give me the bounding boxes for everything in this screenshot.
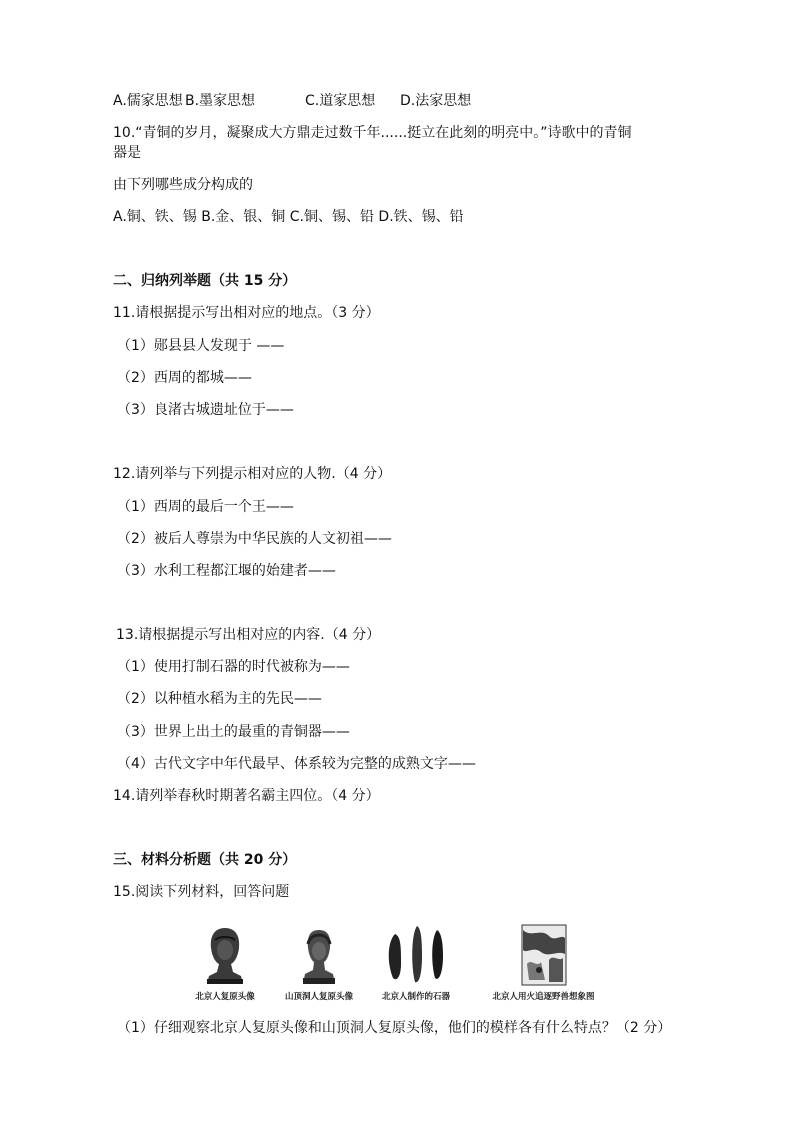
caption-upper-cave-man-bust: 山顶洞人复原头像 (284, 992, 353, 1002)
q9-option-d: D.法家思想 (400, 93, 472, 109)
q10-stem-line3: 由下列哪些成分构成的 (113, 177, 253, 193)
section2-title: 二、归纳列举题（共 15 分） (113, 273, 297, 289)
q9-option-a: A.儒家思想 (113, 93, 183, 109)
q15-sub-question-1: （1）仔细观察北京人复原头像和山顶洞人复原头像，他们的模样各有什么特点？（2 分） (117, 1020, 672, 1036)
q9-option-b: B.墨家思想 (185, 93, 256, 109)
q10-stem-line1: 10.“青铜的岁月，凝聚成大方鼎走过数千年......挺立在此刻的明亮中。”诗歌中的青铜 (113, 125, 632, 141)
q13-item-1: （1）使用打制石器的时代被称为—— (117, 659, 350, 675)
caption-fire-hunting-illustration: 北京人用火追逐野兽想象图 (492, 992, 595, 1002)
q15-stem: 15.阅读下列材料，回答问题 (113, 884, 290, 900)
q13-item-2: （2）以种植水稻为主的先民—— (117, 691, 322, 707)
q9-option-c: C.道家思想 (305, 93, 376, 109)
q13-item-3: （3）世界上出土的最重的青铜器—— (117, 724, 350, 740)
q13-item-4: （4）古代文字中年代最早、体系较为完整的成熟文字—— (117, 756, 476, 772)
figure-upper-cave-man-bust (273, 924, 365, 1002)
q12-item-2: （2）被后人尊崇为中华民族的人文初祖—— (117, 531, 392, 547)
figure-stone-tools (370, 924, 462, 1002)
q13-stem: 13.请根据提示写出相对应的内容.（4 分） (116, 627, 381, 643)
q10-stem-line2: 器是 (113, 145, 141, 161)
q12-item-1: （1）西周的最后一个王—— (117, 499, 294, 515)
q11-stem: 11.请根据提示写出相对应的地点。（3 分） (113, 305, 380, 321)
q14-stem: 14.请列举春秋时期著名霸主四位。（4 分） (113, 788, 380, 804)
fire-hunting-illustration-image (521, 924, 567, 986)
section3-title: 三、材料分析题（共 20 分） (113, 852, 297, 868)
caption-peking-man-bust: 北京人复原头像 (195, 992, 255, 1002)
q11-item-2: （2）西周的都城—— (117, 370, 252, 386)
q10-options: A.铜、铁、锡 B.金、银、铜 C.铜、锡、铅 D.铁、锡、铅 (113, 209, 464, 225)
q11-item-1: （1）郧县县人发现于 —— (117, 338, 285, 354)
figure-fire-hunting-illustration (476, 924, 611, 1002)
q11-item-3: （3）良渚古城遗址位于—— (117, 402, 294, 418)
figure-peking-man-bust (185, 924, 265, 1002)
peking-man-bust-image (203, 924, 247, 986)
caption-stone-tools: 北京人制作的石器 (381, 992, 450, 1002)
q12-stem: 12.请列举与下列提示相对应的人物.（4 分） (113, 466, 392, 482)
upper-cave-man-bust-image (298, 924, 340, 986)
q12-item-3: （3）水利工程都江堰的始建者—— (117, 563, 336, 579)
stone-tools-image (381, 924, 451, 986)
